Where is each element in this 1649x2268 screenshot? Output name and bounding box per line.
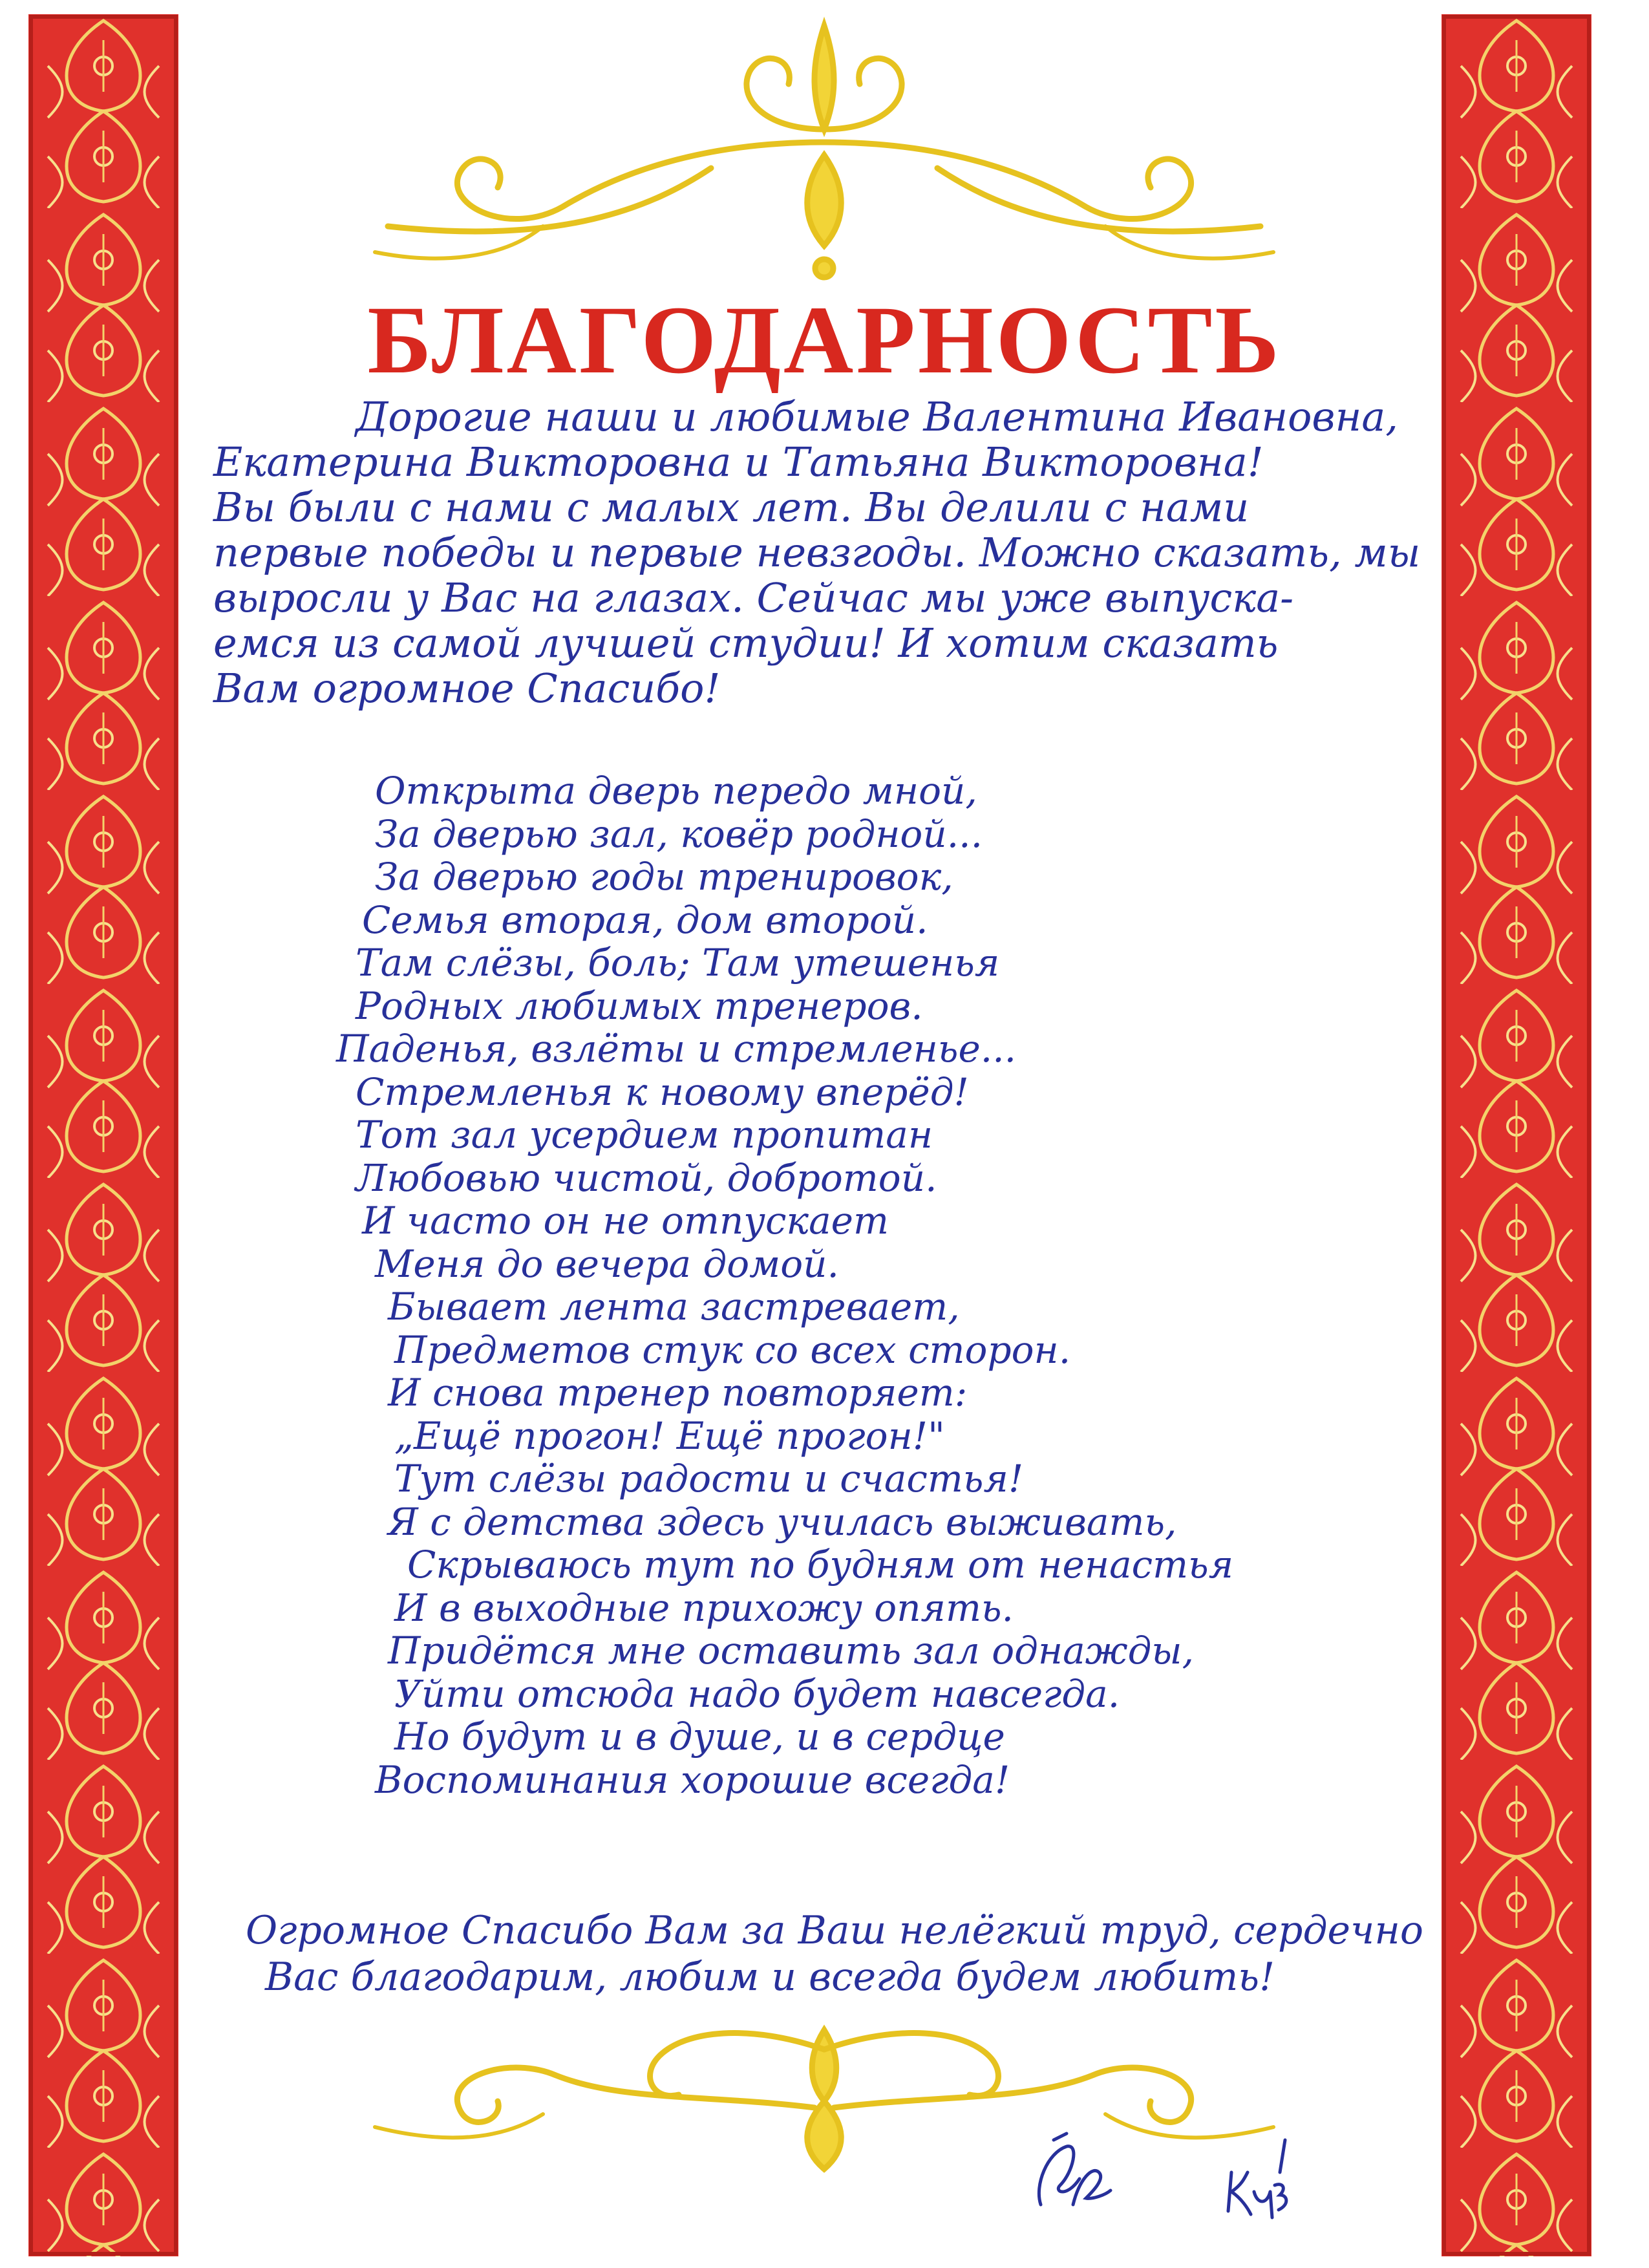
poem-line: Уйти отсюда надо будет навсегда. <box>394 1671 1120 1716</box>
poem-line: Меня до вечера домой. <box>375 1241 839 1286</box>
poem-line: Открыта дверь передо мной, <box>375 769 977 813</box>
poem-line: Придётся мне оставить зал однажды, <box>388 1629 1195 1673</box>
poem-line: Тот зал усердием пропитан <box>356 1113 933 1157</box>
poem-line: Но будут и в душе, и в сердце <box>394 1715 1005 1759</box>
poem-line: Бывает лента застревает, <box>388 1285 960 1329</box>
poem-line: И часто он не отпускает <box>362 1199 889 1243</box>
signature-1 <box>1028 2127 1118 2224</box>
signature-2 <box>1215 2127 1293 2224</box>
poem-line: За дверью зал, ковёр родной... <box>375 811 983 856</box>
poem-line: Тут слёзы радости и счастья! <box>394 1457 1024 1501</box>
poem-line: Семья вторая, дом второй. <box>362 897 928 942</box>
poem-line: Родных любимых тренеров. <box>356 983 923 1028</box>
intro-paragraph <box>213 394 1429 711</box>
certificate-title: БЛАГОДАРНОСТЬ <box>367 286 1282 394</box>
poem-line: Стремленья к новому вперёд! <box>356 1069 969 1114</box>
intro-line: выросли у Вас на глазах. Сейчас мы уже выпуска- <box>213 574 1294 621</box>
intro-line: емся из самой лучшей студии! И хотим сказать <box>213 619 1279 667</box>
poem-line: Там слёзы, боль; Там утешенья <box>356 941 1000 985</box>
poem-line: Скрываюсь тут по будням от ненастья <box>407 1543 1234 1587</box>
poem-line: Предметов стук со всех сторон. <box>394 1327 1071 1372</box>
top-gold-flourish <box>349 13 1299 284</box>
poem-line: „Ещё прогон! Ещё прогон!" <box>394 1413 945 1458</box>
poem-line: И снова тренер повторяет: <box>388 1371 968 1415</box>
poem-line: Любовью чистой, добротой. <box>356 1155 937 1200</box>
intro-line: первые победы и первые невзгоды. Можно сказать, мы <box>213 529 1421 576</box>
poem <box>336 769 1306 1801</box>
intro-line: Вам огромное Спасибо! <box>213 665 721 712</box>
intro-line: Вы были с нами с малых лет. Вы делили с нами <box>213 484 1250 531</box>
intro-line: Дорогие наши и любимые Валентина Ивановна, <box>356 393 1398 440</box>
poem-line: Воспоминания хорошие всегда! <box>375 1757 1010 1802</box>
poem-line: За дверью годы тренировок, <box>375 855 953 899</box>
poem-line: И в выходные прихожу опять. <box>394 1585 1014 1630</box>
intro-line: Екатерина Викторовна и Татьяна Викторовна! <box>213 438 1264 486</box>
bottom-gold-flourish <box>349 1985 1299 2179</box>
poem-line: Паденья, взлёты и стремленье... <box>336 1027 1017 1071</box>
closing-line: Огромное Спасибо Вам за Ваш нелёгкий труд, сердечно <box>246 1908 1423 1953</box>
poem-line: Я с детства здесь училась выживать, <box>388 1499 1177 1544</box>
closing-line: Вас благодарим, любим и всегда будем любить! <box>265 1954 1275 2000</box>
